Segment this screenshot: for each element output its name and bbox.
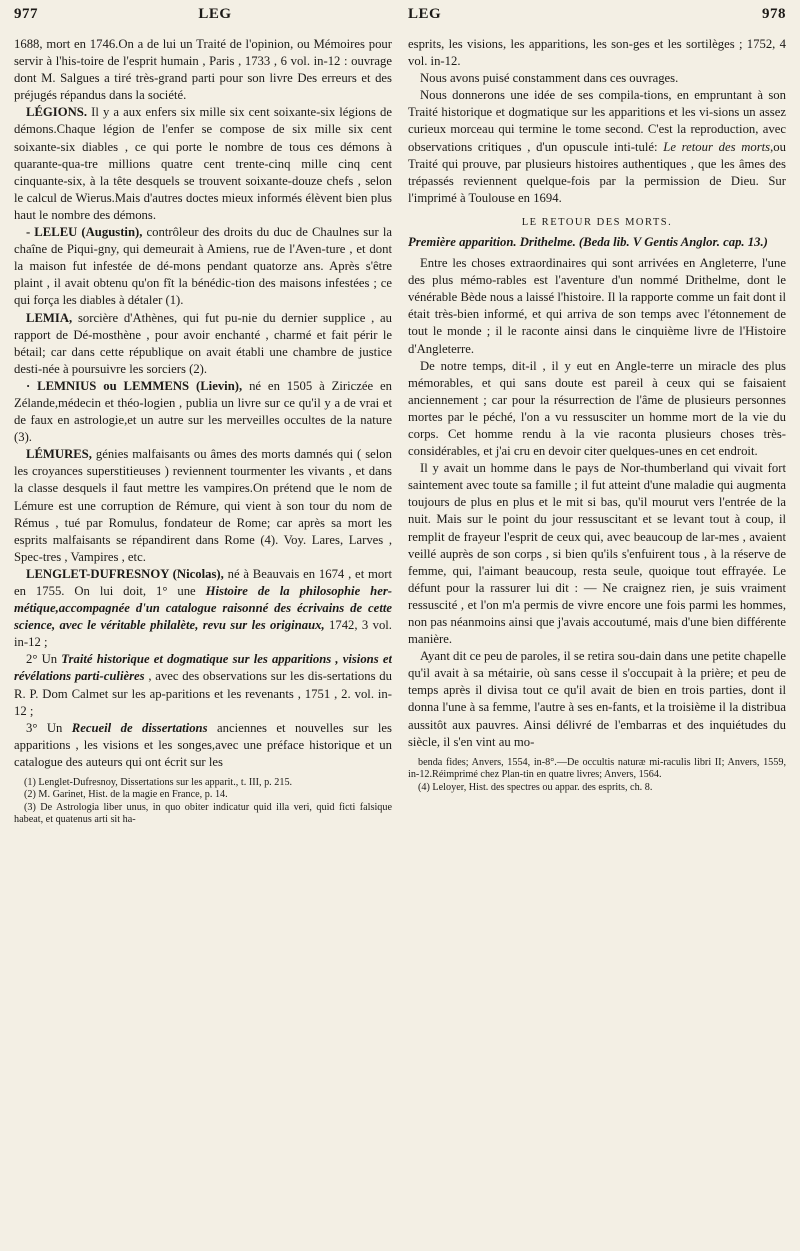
entry-head: LÉMURES, <box>26 447 92 462</box>
paragraph: 1688, mort en 1746.On a de lui un Traité de l'opinion, ou Mémoires pour servir à l'his-toire de l'esprit humain , Paris , 1733 , 6 vol. in-12 : ouvrage dont M. Salgues a tiré très-grand parti pour son livre Des erreurs et des préjugés répandus dans la société. <box>14 37 392 103</box>
entry-head: LEMIA, <box>26 310 73 325</box>
section-heading: LE RETOUR DES MORTS. <box>521 216 673 228</box>
footnotes <box>408 757 786 794</box>
right-headword: LEG <box>408 6 442 22</box>
work-title: Histoire de la philosophie her-métique,accompagnée d'un catalogue raisonné des écrivains de cette science, avec le véritable philalète, revu sur les originaux, <box>14 584 392 633</box>
entry-text: né à Beauvais en 1674 , et mort en 1755. On lui doit, 1° une <box>14 566 392 598</box>
entry-text: , avec des observations sur les dis-sertations du R. P. Dom Calmet sur les ap-paritions et les revenants , 1751 , 2. vol. in-12 ; <box>14 669 392 718</box>
entry-text: né en 1505 à Ziriczée en Zélande,médecin et théo-logien , publia un livre sur ce qu'il y a de vrai et de faux en astrologie,et un autre sur les merveilles occultes de la nature (3). <box>14 378 392 445</box>
entry-text: contrôleur des droits du duc de Chaulnes sur la chaîne de Piqui-gny, qui demeurait à Amiens, rue de l'Aven-ture , et dont la maison fut infestée de dé-mons pendant quatorze ans. Après s'être plaint , il avait obtenu qu'on fît la bénédic-tion des maisons infestées ; ce qui força les diables à détaler (1). <box>14 225 392 308</box>
entry-head: LÉGIONS. <box>26 105 87 120</box>
entry-text: Il y a aux enfers six mille six cent soixante-six légions de démons.Chaque légion de l'enfer se compose de six mille six cent soixante-six diables , ce qui porte le nombre de tous ces démons à quarante-qua-tre millions quatre cent trente-cinq mille cinq cent cinquante-six, à la tête desquels se trouvent soixante-douze chefs , selon le calcul de Wierus.Mais d'autres doctes mieux informés élèvent bien plus haut le nombre des démons. <box>14 105 392 222</box>
work-title: Le retour des morts <box>663 139 771 154</box>
paragraph: Ayant dit ce peu de paroles, il se retira sou-dain dans une petite chapelle qu'il avait à sa métairie, où sans cesse il s'occupait à la prière; et peu de temps après il divisa tout ce qu'il avait de bien en trois parties, dont il donna l'une à sa femme, l'autre à ses en-fants, et la troisième il la distribua aussitôt aux pauvres. Ainsi délivré de l'embarras et des inquiétudes du siècle, il s'en vint au mo- <box>408 649 786 749</box>
paragraph: Il y avait un homme dans le pays de Nor-thumberland qui vivait fort saintement avec toute sa famille ; il fut atteint d'une maladie qui augmenta toujours de plus en plus et le mit si bas, qu'il mourut vers l'entrée de la nuit. Mais sur le point du jour ressuscitant et se levant tout à coup, il remplit de frayeur l'esprit de ceux qui, avec beaucoup de lar-mes , avaient veillé auprès de son corps , si bien qu'ils s'enfuirent tous , à la réserve de femme, qui, l'aimant beaucoup, resta seule, quoique tout effrayée. Le défunt pour la rassurer lui dit : — Ne craignez rien, je suis vraiment ressuscité , et l'on m'a permis de vivre encore une fois parmi les hommes, non pas néanmoins ainsi que j'avais accoutumé, mais d'une bien différente manière. <box>408 461 786 647</box>
footnotes <box>14 777 392 827</box>
entry-text: anciennes et nouvelles sur les apparitions , les visions et les songes,avec une préface historique et un catalogue des auteurs qui ont écrit sur les <box>14 720 392 769</box>
work-title: Recueil de dissertations <box>71 720 208 735</box>
footnote: (4) Leloyer, Hist. des spectres ou appar. des esprits, ch. 8. <box>418 781 653 793</box>
section-subheading: Première apparition. Drithelme. (Beda lib. V Gentis Anglor. cap. 13.) <box>408 234 768 249</box>
left-headword: LEG <box>198 6 232 22</box>
work-title: Traité historique et dogmatique sur les apparitions , visions et révélations parti-culières <box>14 652 392 684</box>
paragraph: De notre temps, dit-il , il y eut en Angle-terre un miracle des plus mémorables, et qui sans doute est pareil à ceux qui se faisaient anciennement ; car pour la résurrection de l'âme de plusieurs personnes mortes par le péché, l'on a vu ressusciter un homme mort de la vie du corps. Cet homme rendu à la vie raconta plusieurs choses très-considérables, et j'ai cru en devoir citer quelques-unes en cet endroit. <box>408 358 786 459</box>
paragraph: esprits, les visions, les apparitions, les son-ges et les sortilèges ; 1752, 4 vol. in-12. <box>408 37 786 69</box>
entry-lemia <box>14 310 392 378</box>
paragraph: Nous avons puisé constamment dans ces ouvrages. <box>420 71 679 86</box>
entry-text: Nous donnerons une idée de ses compila-tions, en empruntant à son Traité historique et dogmatique sur les apparitions et les vi-sions un assez curieux morceau qui termine le tome second. C'est la reproduction, avec observations critiques , d'un opuscule inti-tulé: <box>408 88 786 154</box>
left-column <box>14 36 392 1241</box>
paragraph <box>408 87 786 207</box>
entry-head: - LELEU (Augustin), <box>26 225 143 240</box>
footnote: (1) Lenglet-Dufresnoy, Dissertations sur les apparit., t. III, p. 215. <box>24 777 293 789</box>
entry-text: 3° Un <box>26 720 72 735</box>
left-page-number: 977 <box>14 6 38 22</box>
entry-text: ,ou Traité qui prouve, par plusieurs histoires authentiques , que les âmes des trépassés reviennent quelque-fois par la permission de Dieu. Sur l'imprimé à Toulouse en 1694. <box>408 139 786 205</box>
right-column <box>408 36 786 1241</box>
footnote: (3) De Astrologia liber unus, in quo obiter indicatur quid illa veri, quid ficti falsique habeat, et quatenus arti sit ha- <box>14 801 392 826</box>
entry-text: sorcière d'Athènes, qui fut pu-nie du dernier supplice , au rapport de Dé-mosthène , pour avoir enchanté , charmé et fait périr le bétail; car dans cette république on avait établi une chambre de justice desti-née à poursuivre les sorciers (2). <box>14 310 392 376</box>
entry-lemnius <box>14 378 392 446</box>
paragraph: Entre les choses extraordinaires qui sont arrivées en Angleterre, l'une des plus mémo-rables est l'aventure d'un nommé Drithelme, dont le vénérable Bède nous a laissé l'histoire. Il la rapporte comme un fait dont il était très-bien informé, et qui arriva de son temps avec l'étonnement de tout le monde ; il le raconte ainsi dans le cinquième livre de l'Histoire d'Angleterre. <box>408 256 786 356</box>
entry-lemures <box>14 446 392 566</box>
entry-legions <box>14 104 392 224</box>
footnote: (2) M. Garinet, Hist. de la magie en France, p. 14. <box>24 789 228 801</box>
entry-text: 1742, 3 vol. in-12 ; <box>14 618 392 650</box>
entry-head: LENGLET-DUFRESNOY (Nicolas), <box>26 566 224 581</box>
entry-head: · LEMNIUS ou LEMMENS (Lievin), <box>26 378 243 393</box>
paragraph <box>14 720 392 771</box>
entry-text: génies malfaisants ou âmes des morts damnés qui ( selon les croyances superstitieuses ) reviennent tourmenter les vivants , et dans la classe desquels il faut mettre les vampires.On prétend que le nom de Lémure est une corruption de Rémure, qui vient à son tour du nom de Rémus , tué par Romulus, fondateur de Rome; car après sa mort les esprits malfaisants se répandirent dans Rome (4). Voy. Lares, Larves , Spec-tres , Vampires , etc. <box>14 447 392 564</box>
footnote: benda fides; Anvers, 1554, in-8°.—De occultis naturæ mi-raculis libri II; Anvers, 1559, in-12.Réimprimé chez Plan-tin en quatre livres; Anvers, 1564. <box>408 756 786 781</box>
entry-text: 2° Un <box>26 652 62 667</box>
text-columns <box>14 36 786 1241</box>
right-page-number: 978 <box>762 6 786 22</box>
running-head <box>14 6 786 28</box>
paragraph <box>14 651 392 719</box>
entry-leleu <box>14 224 392 309</box>
entry-lenglet <box>14 566 392 651</box>
